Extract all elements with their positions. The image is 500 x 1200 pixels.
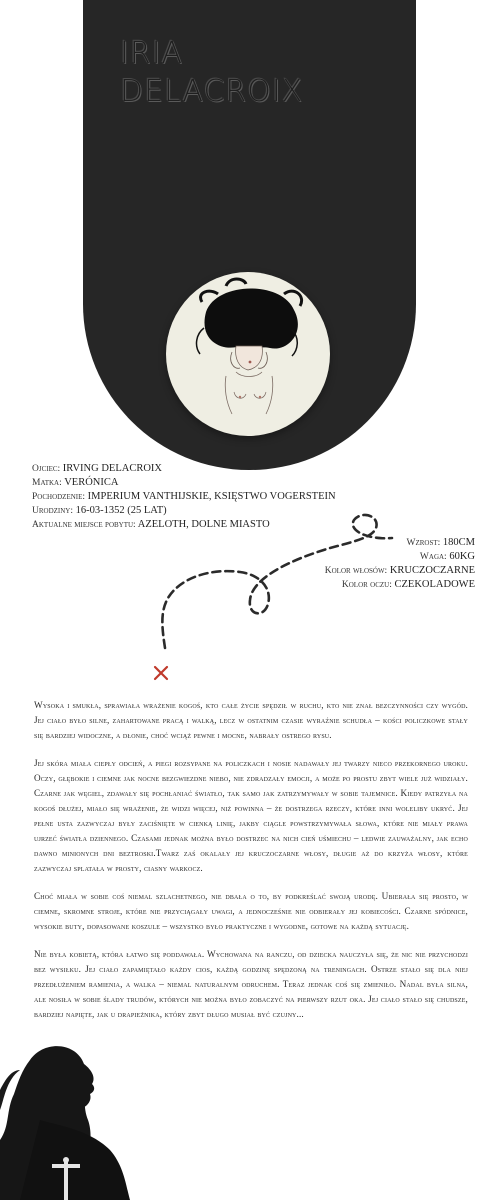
- stats-block: [255, 536, 475, 592]
- description-paragraph-3: Choć miała w sobie coś niemal szlachetnego, nie dbała o to, by podkreślać swoją urodę. Ubierała się prosto, w ciemne, skromne stroje, które nie przyciągały uwagi, a jednocześnie nie odbierały jej kobiecości. Czarne spódnice, wysokie buty, dopasowane koszule – wszystko było praktyczne i wygodne, gotowe na każdą sytuację.: [34, 891, 468, 931]
- info-mother: [32, 476, 392, 490]
- stat-height-label: Wzrost:: [406, 538, 441, 548]
- description-paragraph-4: Nie była kobietą, która łatwo się poddawała. Wychowana na ranczu, od dziecka nauczyła się, że nic nie przychodzi bez wysiłku. Jej ciało zapamiętało każdy cios, każdą godzinę spędzoną na treningach. Ostrze stało się dla niej przedłużeniem ramienia, a walka – niemal naturalnym odruchem. Teraz jednak coś się zmieniło. Nadal była silna, ale nosiła w sobie ślady trudów, których nie można było zobaczyć na pierwszy rzut oka. Jej ciało stało się chudsze, bardziej napięte, jak u drapieżnika, który zbyt długo musiał być czujny...: [34, 949, 468, 1019]
- description-paragraph-1: Wysoka i smukła, sprawiała wrażenie kogoś, kto całe życie spędził w ruchu, kto nie znał bezczynności czy wygód. Jej ciało było silne, zahartowane pracą i walką, lecz w ostatnim czasie wyraźnie schudła – kości policzkowe stały się bardziej widoczne, a dłonie, choć wciąż pewne i mocne, nabrały ostrego rysu.: [34, 700, 468, 740]
- stat-hair-label: Kolor włosów:: [324, 566, 388, 576]
- stat-weight-label: Waga:: [419, 552, 447, 562]
- info-birthday-label: Urodziny:: [32, 506, 73, 516]
- stat-eyes-label: Kolor oczu:: [341, 580, 392, 590]
- info-origin: [32, 490, 392, 504]
- stat-hair: [255, 564, 475, 578]
- info-father-value: IRVING DELACROIX: [62, 463, 162, 474]
- stat-height-value: 180CM: [442, 537, 475, 548]
- stat-weight-value: 60KG: [449, 551, 475, 562]
- portrait: [166, 272, 330, 436]
- info-location-value: AZELOTH, DOLNE MIASTO: [137, 519, 270, 530]
- stat-height: [255, 536, 475, 550]
- info-mother-value: VERÓNICA: [64, 477, 119, 488]
- character-name: [120, 35, 400, 111]
- name-last: DELACROIX: [120, 74, 304, 109]
- description-paragraph-2: Jej skóra miała ciepły odcień, a piegi rozsypane na policzkach i nosie nadawały jej twarzy nieco przekornego uroku. Oczy, głębokie i ciemne jak nocne bezgwiezdne niebo, nie zdradzały emocji, a może po prostu zbyt wiele już widziały. Czarne jak węgiel, zdawały się pochłaniać światło, tak samo jak zatrzymywały w sobie tajemnice. Kiedy patrzyła na kogoś dłużej, miało się wrażenie, że widzi więcej, niż powinna – że dostrzega rzeczy, które inni woleliby ukryć. Jej pełne usta zazwyczaj były zaciśnięte w cienką linię, jakby ciągle powstrzymywała słowa, które nie miały prawa ujrzeć światła dziennego. Czasami jednak można było dostrzec na nich cień uśmiechu – ledwie zauważalny, jak echo dawno minionych dni beztroski.Twarz zaś okalały jej kruczoczarne włosy, długie aż do krzyża włosy, które zazwyczaj splatała w prosty, ciasny warkocz.: [34, 758, 468, 873]
- stat-weight: [255, 550, 475, 564]
- info-father-label: Ojciec:: [32, 464, 61, 474]
- info-block: [32, 462, 392, 532]
- info-birthday: [32, 504, 392, 518]
- x-mark-icon: [155, 667, 167, 679]
- info-birthday-value: 16-03-1352 (25 LAT): [75, 505, 167, 516]
- info-location: [32, 518, 392, 532]
- info-origin-label: Pochodzenie:: [32, 492, 86, 502]
- name-first: IRIA: [120, 36, 184, 71]
- stat-hair-value: KRUCZOCZARNE: [389, 565, 475, 576]
- info-location-label: Aktualne miejsce pobytu:: [32, 520, 136, 530]
- description: [34, 698, 468, 1035]
- info-origin-value: IMPERIUM VANTHIJSKIE, KSIĘSTWO VOGERSTEIN: [87, 491, 336, 502]
- stat-eyes-value: CZEKOLADOWE: [394, 579, 475, 590]
- stat-eyes: [255, 578, 475, 592]
- warrior-silhouette-icon: [0, 1030, 130, 1200]
- info-mother-label: Matka:: [32, 478, 62, 488]
- portrait-illustration-icon: [166, 272, 330, 436]
- info-father: [32, 462, 392, 476]
